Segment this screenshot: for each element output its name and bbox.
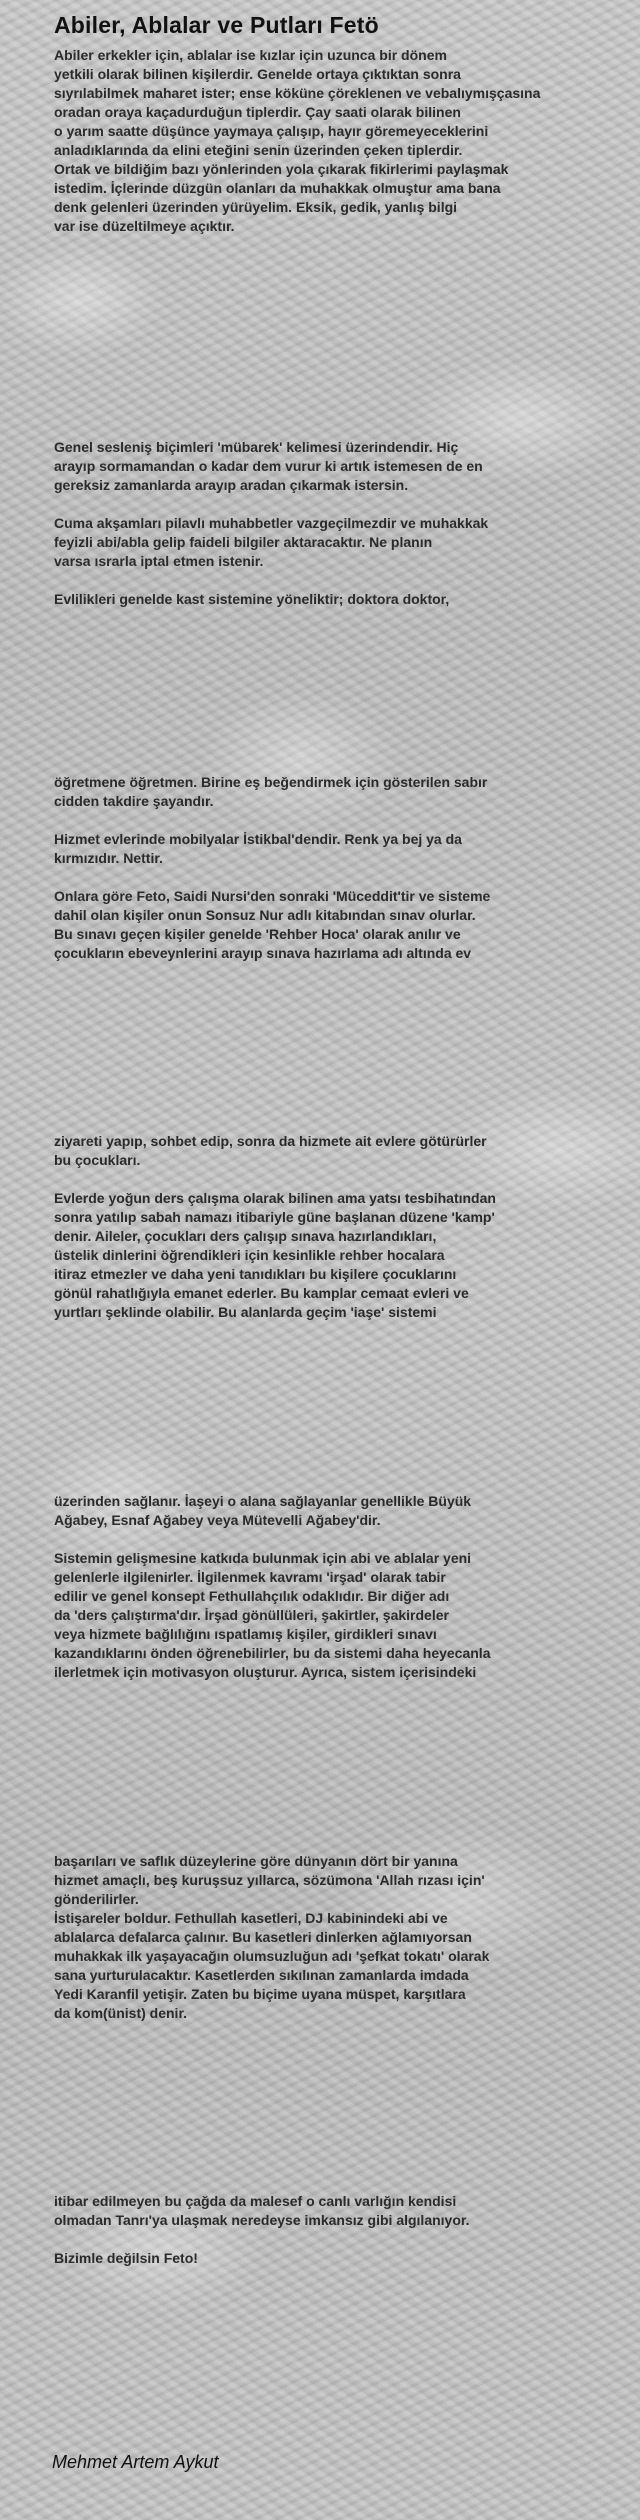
text-line: gönderilirler. xyxy=(54,1891,139,1907)
text-line: kazandıklarını önden öğrenebilirler, bu da sistemi daha heyecanla xyxy=(54,1645,491,1661)
text-line: sana yurturulacaktır. Kasetlerden sıkılınan zamanlarda imdada xyxy=(54,1967,469,1983)
text-line: istedim. İçlerinde düzgün olanları da muhakkak olmuştur ama bana xyxy=(54,180,501,196)
text-block-6 xyxy=(54,1852,614,2023)
text-line: oradan oraya kaçadurduğun tiplerdir. Çay saati olarak bilinen xyxy=(54,104,461,120)
text-line: hizmet amaçlı, beş kuruşsuz yıllarca, sözümona 'Allah rızası için' xyxy=(54,1872,485,1888)
text-line: üstelik dinlerini öğrendikleri için kesinlikle rehber hocalara xyxy=(54,1247,445,1263)
paragraph-gap xyxy=(54,495,614,514)
text-line: sonra yatılıp sabah namazı itibariyle güne başlanan düzene 'kamp' xyxy=(54,1209,495,1225)
text-line: kırmızıdır. Nettir. xyxy=(54,850,163,866)
text-line: Evlilikleri genelde kast sistemine yöneliktir; doktora doktor, xyxy=(54,591,450,607)
text-block-2 xyxy=(54,438,614,609)
paragraph-gap xyxy=(54,868,614,887)
text-line: edilir ve genel konsept Fethullahçılık odaklıdır. Bir diğer adı xyxy=(54,1588,450,1604)
text-line: başarıları ve saflık düzeylerine göre dünyanın dört bir yanına xyxy=(54,1853,458,1869)
text-line: Ortak ve bildiğim bazı yönlerinden yola çıkarak fikirlerimi paylaşmak xyxy=(54,161,509,177)
text-line: itibar edilmeyen bu çağda da malesef o canlı varlığın kendisi xyxy=(54,2193,457,2209)
text-line: Ağabey, Esnaf Ağabey veya Mütevelli Ağabey'dir. xyxy=(54,1512,381,1528)
text-line: Onlara göre Feto, Saidi Nursi'den sonraki 'Müceddit'tir ve sisteme xyxy=(54,888,491,904)
text-line: anladıklarında da elini eteğini senin üzerinden çeken tiplerdir. xyxy=(54,142,463,158)
paragraph-gap xyxy=(54,1170,614,1189)
text-line: muhakkak ilk yaşayacağın olumsuzluğun adı 'şefkat tokatı' olarak xyxy=(54,1948,490,1964)
text-line: o yarım saatte düşünce yaymaya çalışıp, hayır göremeyeceklerini xyxy=(54,123,489,139)
paragraph-gap xyxy=(54,571,614,590)
text-line: Cuma akşamları pilavlı muhabbetler vazgeçilmezdir ve muhakkak xyxy=(54,515,489,531)
text-block-5 xyxy=(54,1492,614,1682)
text-line: olmadan Tanrı'ya ulaşmak neredeyse imkansız gibi algılanıyor. xyxy=(54,2212,470,2228)
text-line: feyizli abi/abla gelip faideli bilgiler aktaracaktır. Ne planın xyxy=(54,534,433,550)
text-line: dahil olan kişiler onun Sonsuz Nur adlı kitabından sınav olurlar. xyxy=(54,907,476,923)
text-line: öğretmene öğretmen. Birine eş beğendirmek için gösterilen sabır xyxy=(54,774,488,790)
text-line: üzerinden sağlanır. İaşeyi o alana sağlayanlar genellikle Büyük xyxy=(54,1493,472,1509)
text-line: itiraz etmezler ve daha yeni tanıdıkları bu kişilere çocuklarını xyxy=(54,1266,457,1282)
text-block-1 xyxy=(54,46,614,236)
text-line: yetkili olarak bilinen kişilerdir. Genelde ortaya çıktıktan sonra xyxy=(54,66,461,82)
text-line: var ise düzeltilmeye açıktır. xyxy=(54,218,235,234)
text-line: ziyareti yapıp, sohbet edip, sonra da hizmete ait evlere götürürler xyxy=(54,1133,487,1149)
text-line: arayıp sormamandan o kadar dem vurur ki artık istemesen de en xyxy=(54,458,483,474)
text-line: yurtları şeklinde olabilir. Bu alanlarda geçim 'iaşe' sistemi xyxy=(54,1304,437,1320)
paragraph-gap xyxy=(54,2230,614,2249)
text-line: Abiler erkekler için, ablalar ise kızlar için uzunca bir dönem xyxy=(54,47,447,63)
text-line: da 'ders çalıştırma'dır. İrşad gönüllüleri, şakirtler, şakirdeler xyxy=(54,1607,449,1623)
text-line: ilerletmek için motivasyon oluşturur. Ayrıca, sistem içerisindeki xyxy=(54,1664,477,1680)
paragraph-gap xyxy=(54,1530,614,1549)
text-line: ablalarca defalarca çalınır. Bu kasetleri dinlerken ağlamıyorsan xyxy=(54,1929,472,1945)
text-block-3 xyxy=(54,773,614,963)
text-line: Bu sınavı geçen kişiler genelde 'Rehber Hoca' olarak anılır ve xyxy=(54,926,461,942)
text-line: da kom(ünist) denir. xyxy=(54,2005,188,2021)
text-line: denk gelenleri üzerinden yürüyelim. Eksik, gedik, yanlış bilgi xyxy=(54,199,458,215)
text-line: cidden takdire şayandır. xyxy=(54,793,214,809)
text-block-7 xyxy=(54,2192,614,2268)
text-line: çocukların ebeveynlerini arayıp sınava hazırlama adı altında ev xyxy=(54,945,472,961)
text-line: bu çocukları. xyxy=(54,1152,141,1168)
text-line: Bizimle değilsin Feto! xyxy=(54,2250,198,2266)
text-line: gelenlerle ilgilenirler. İlgilenmek kavramı 'irşad' olarak tabir xyxy=(54,1569,446,1585)
text-line: gönül rahatlığıyla emanet ederler. Bu kamplar cemaat evleri ve xyxy=(54,1285,469,1301)
text-line: Evlerde yoğun ders çalışma olarak bilinen ama yatsı tesbihatından xyxy=(54,1190,496,1206)
text-line: İstişareler boldur. Fethullah kasetleri, DJ kabinindeki abi ve xyxy=(54,1910,448,1926)
text-line: Hizmet evlerinde mobilyalar İstikbal'dendir. Renk ya bej ya da xyxy=(54,831,462,847)
text-line: varsa ısrarla iptal etmen istenir. xyxy=(54,553,264,569)
text-line: sıyrılabilmek maharet ister; ense köküne çöreklenen ve vebalıymışçasına xyxy=(54,85,541,101)
text-block-4 xyxy=(54,1132,614,1322)
text-line: gereksiz zamanlarda arayıp aradan çıkarmak istersin. xyxy=(54,477,409,493)
paragraph-gap xyxy=(54,811,614,830)
author-name: Mehmet Artem Aykut xyxy=(52,2452,219,2472)
text-line: veya hizmete bağlılığını ıspatlamış kişiler, girdikleri sınavı xyxy=(54,1626,437,1642)
text-line: denir. Aileler, çocukları ders çalışıp sınava hazırlandıkları, xyxy=(54,1228,437,1244)
text-line: Sistemin gelişmesine katkıda bulunmak için abi ve ablalar yeni xyxy=(54,1550,472,1566)
text-line: Yedi Karanfil yetişir. Zaten bu biçime uyana müspet, karşıtlara xyxy=(54,1986,466,2002)
text-line: Genel sesleniş biçimleri 'mübarek' kelimesi üzerindendir. Hiç xyxy=(54,439,459,455)
page-title: Abiler, Ablalar ve Putları Fetö xyxy=(54,12,379,38)
